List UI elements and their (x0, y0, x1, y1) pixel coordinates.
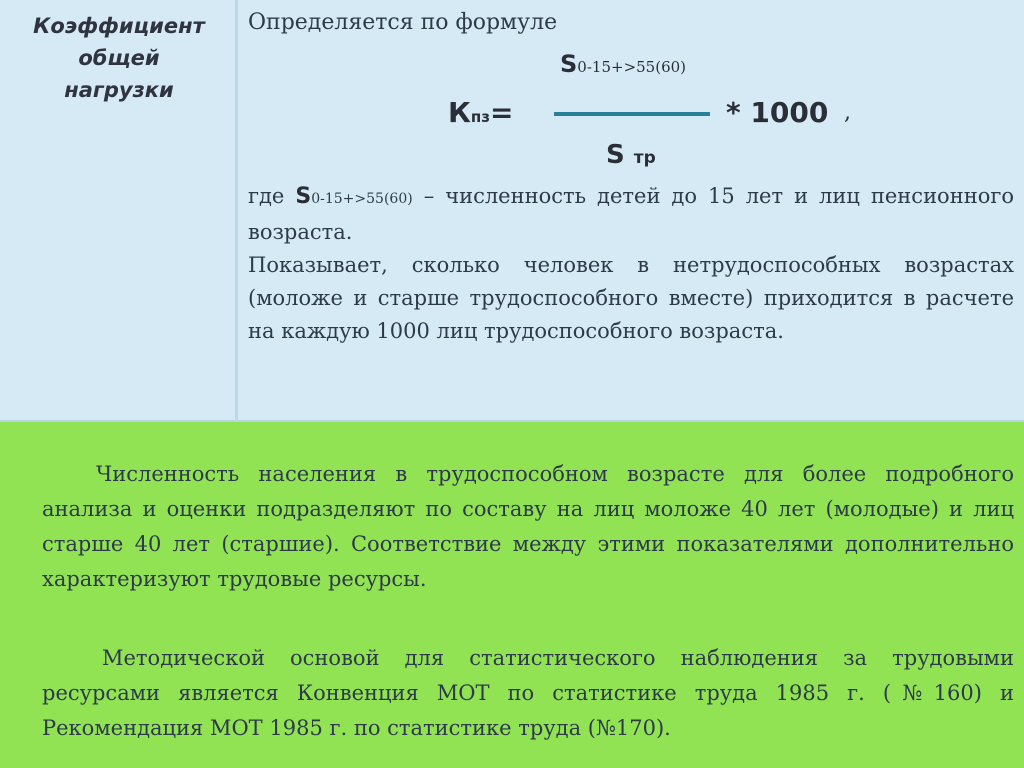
term-cell (0, 0, 238, 422)
denominator-subscript: тр (633, 148, 656, 168)
lhs-symbol: К (448, 96, 471, 129)
formula-multiplier: * 1000 (726, 96, 829, 129)
term-title (0, 10, 238, 106)
ilo-convention-text: Методической основой для статистического наблюдения за трудовыми ресурсами является Конвенция МОТ по статистике труда 1985 г. (№160) и Рекомендация МОТ 1985 г. по статистике труда (№170). (42, 646, 1014, 740)
equals-sign: = (489, 96, 514, 129)
where-paragraph (248, 180, 1014, 249)
ilo-convention-paragraph (42, 641, 1014, 746)
numerator-symbol: S (560, 50, 578, 78)
denominator-symbol: S (606, 140, 625, 170)
lhs-subscript: пз (470, 108, 490, 126)
formula-intro: Определяется по формуле (248, 10, 558, 35)
shows-paragraph: Показывает, сколько человек в нетрудоспособных возрастах (моложе и старше трудоспособного вместе) приходится в расчете на каждую 1000 лиц трудоспособного возраста. (248, 253, 1014, 343)
formula-lhs (448, 96, 513, 129)
workforce-age-text: Численность населения в трудоспособном возрасте для более подробного анализа и оценки подразделяют по составу на лиц моложе 40 лет (молодые) и лиц старше 40 лет (старшие). Соответствие между этими показателями дополнительно характеризуют трудовые ресурсы. (42, 462, 1014, 591)
where-symbol: S (295, 184, 312, 209)
formula-denominator (606, 140, 656, 170)
formula-comma: , (844, 100, 851, 125)
formula-numerator (560, 50, 686, 78)
term-line: общей (78, 46, 160, 70)
where-text: – численность детей до 15 лет и лиц пенсионного возраста. (248, 184, 1014, 244)
notes-section (0, 424, 1024, 768)
numerator-subscript: 0-15+>55(60) (577, 58, 687, 76)
term-line: нагрузки (64, 78, 174, 102)
formula-explanation (248, 180, 1014, 348)
workforce-age-paragraph (42, 457, 1014, 597)
where-subscript: 0-15+>55(60) (311, 191, 413, 207)
fraction-line (554, 112, 710, 116)
term-line: Коэффициент (33, 14, 205, 38)
where-prefix: где (248, 184, 285, 208)
